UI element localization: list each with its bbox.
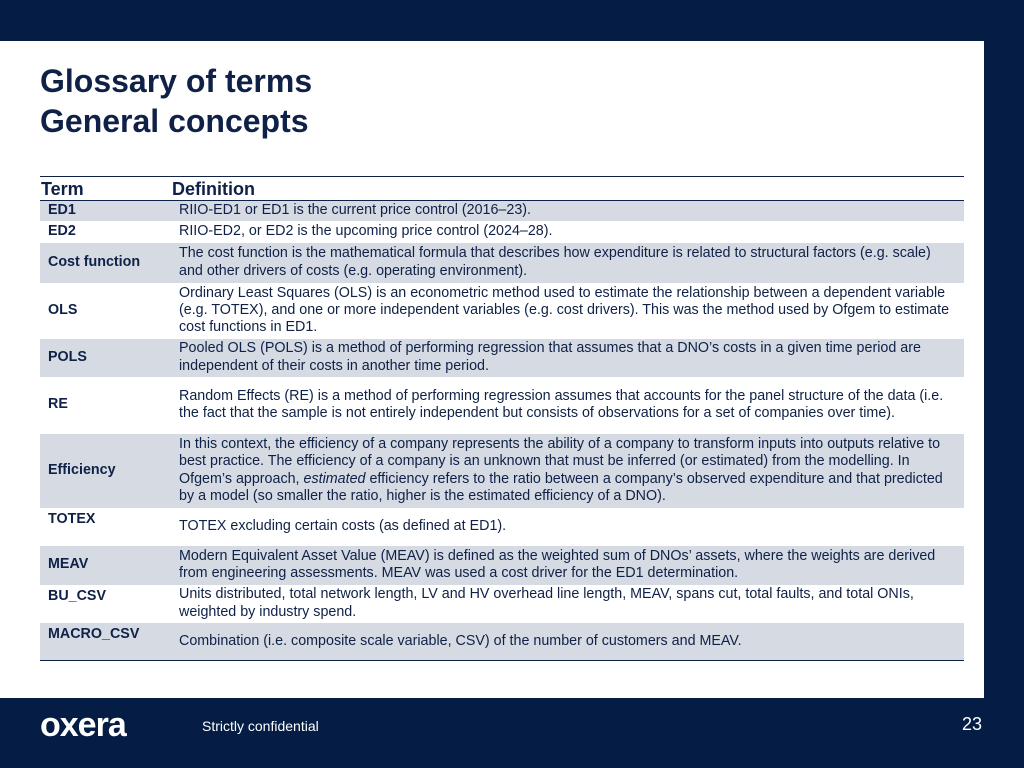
term-cell: ED1 xyxy=(40,201,172,221)
term-cell: Efficiency xyxy=(40,434,172,508)
term-cell: MACRO_CSV xyxy=(40,623,172,661)
definition-text: In this context, the efficiency of a company represents the ability of a company to transform inputs into outputs relative to best practice. The efficiency of a company is an unknown that must be inferred (or estimated) from the modelling. In Ofgem’s approach, xyxy=(179,435,941,487)
definition-cell: Random Effects (RE) is a method of performing regression assumes that accounts for the panel structure of the data (i.e. the fact that the sample is not entirely independent but consists of observations for a set of companies over time). xyxy=(179,387,944,421)
table-row xyxy=(40,221,964,243)
definition-cell: Combination (i.e. composite scale variable, CSV) of the number of customers and MEAV. xyxy=(172,623,964,661)
oxera-logo-text: oxera xyxy=(40,708,126,742)
term-cell: Cost function xyxy=(40,243,172,283)
term-cell: BU_CSV xyxy=(48,587,106,604)
table-row xyxy=(40,546,964,585)
definition-cell: Modern Equivalent Asset Value (MEAV) is defined as the weighted sum of DNOs’ assets, where the weights are derived from engineering assessments. MEAV was used a cost driver for the ED1 determination. xyxy=(172,546,964,585)
term-cell: TOTEX xyxy=(48,510,96,527)
definition-cell: Pooled OLS (POLS) is a method of performing regression that assumes that a DNO’s costs in a given time period are independent of their costs in another time period. xyxy=(172,339,964,377)
table-row xyxy=(40,201,964,221)
table-row xyxy=(40,377,964,434)
table-row xyxy=(40,434,964,508)
page-subtitle: General concepts xyxy=(40,103,309,139)
definition-emphasis: estimated xyxy=(303,470,366,487)
column-header-definition: Definition xyxy=(172,177,964,201)
table-header-row xyxy=(40,177,964,201)
definition-cell: RIIO-ED2, or ED2 is the upcoming price control (2024–28). xyxy=(179,222,553,239)
definition-cell: The cost function is the mathematical formula that describes how expenditure is related to structural factors (e.g. scale) and other drivers of costs (e.g. operating environment). xyxy=(172,243,964,283)
table-row xyxy=(40,283,964,339)
definition-cell: TOTEX excluding certain costs (as defined at ED1). xyxy=(179,517,507,534)
table-row xyxy=(40,508,964,546)
page-title: Glossary of terms xyxy=(40,63,313,99)
slide-content xyxy=(0,41,984,698)
term-cell: RE xyxy=(48,396,68,413)
page-number: 23 xyxy=(962,714,983,734)
term-cell: MEAV xyxy=(40,546,172,585)
table-row xyxy=(40,339,964,377)
table-row xyxy=(40,243,964,283)
confidentiality-notice: Strictly confidential xyxy=(202,718,319,734)
term-cell: OLS xyxy=(48,301,78,318)
table-row xyxy=(40,623,964,661)
definition-cell: Units distributed, total network length, LV and HV overhead line length, MEAV, spans cut, total faults, and total ONIs, weighted by industry spend. xyxy=(179,586,914,620)
definition-cell: RIIO-ED1 or ED1 is the current price control (2016–23). xyxy=(172,201,964,221)
definition-text: efficiency refers to the ratio between a company’s observed expenditure and that predicted by a model (so smaller the ratio, higher is the estimated efficiency of a DNO). xyxy=(179,470,943,504)
definition-cell xyxy=(172,434,964,508)
definition-cell: Ordinary Least Squares (OLS) is an econometric method used to estimate the relationship between a dependent variable (e.g. TOTEX), and one or more independent variables (e.g. cost drivers). This was the method used by Ofgem to estimate cost functions in ED1. xyxy=(179,284,950,336)
column-header-term: Term xyxy=(40,177,172,201)
oxera-logo xyxy=(40,708,148,742)
glossary-table xyxy=(40,176,964,661)
term-cell: POLS xyxy=(40,339,172,377)
term-cell: ED2 xyxy=(48,222,76,239)
table-row xyxy=(40,585,964,623)
